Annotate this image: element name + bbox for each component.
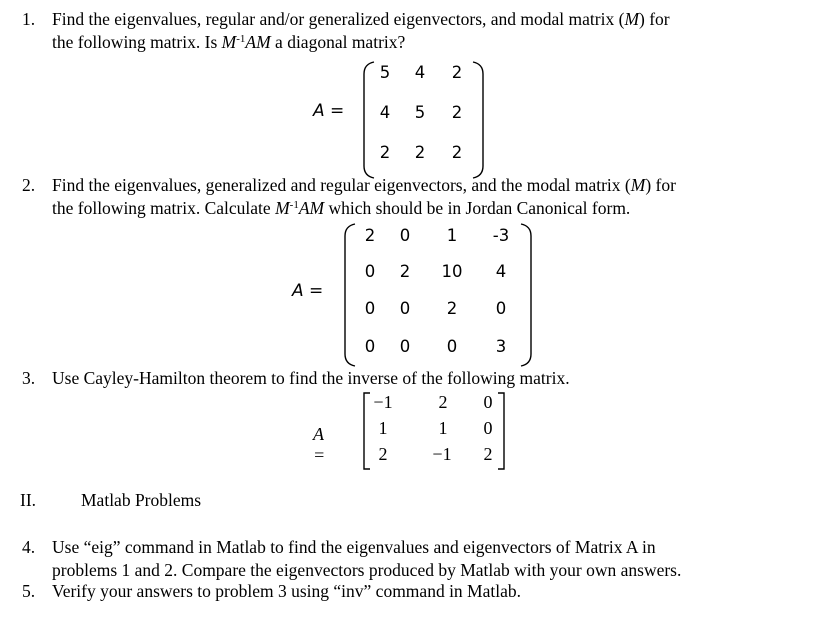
- problem-2-line-2: [52, 197, 630, 219]
- section-number: II.: [20, 490, 37, 510]
- problem-2-line2-m: M: [275, 198, 290, 218]
- matrix-cell: 0: [446, 337, 458, 356]
- problem-2-line1-pre: Find the eigenvalues, generalized and regular eigenvectors, and the modal matrix (: [52, 175, 631, 195]
- matrix-cell: 2: [414, 143, 426, 162]
- problem-1-text-a: Find the eigenvalues, regular and/or generalized eigenvectors, and modal matrix (: [52, 9, 625, 29]
- matrix-cell: 4: [379, 103, 391, 122]
- problem-4-line-2: problems 1 and 2. Compare the eigenvectors produced by Matlab with your own answers.: [52, 560, 682, 580]
- matrix-cell: 5: [379, 63, 391, 82]
- problem-1-line2-post: a diagonal matrix?: [270, 32, 406, 52]
- matrix-cell: 0: [399, 226, 411, 245]
- matrix-cell: 2: [451, 103, 463, 122]
- problem-1-text-m: M: [624, 9, 640, 29]
- matrix-cell: 0: [399, 299, 411, 318]
- problem-1-line-2: [52, 31, 405, 53]
- problem-1-line-1: [52, 8, 670, 30]
- matrix-cell: 0: [483, 392, 493, 412]
- matrix-cell: 0: [399, 337, 411, 356]
- matrix-cell: 4: [495, 262, 507, 281]
- problem-3-line-1: Use Cayley-Hamilton theorem to find the inverse of the following matrix.: [52, 368, 570, 388]
- matrix-cell: 2: [364, 226, 376, 245]
- right-paren: [471, 60, 485, 180]
- problem-4-number: 4.: [22, 537, 36, 557]
- matrix-cell: −1: [432, 444, 452, 464]
- right-paren: [519, 222, 533, 368]
- matrix-cell: 2: [438, 392, 448, 412]
- problem-3-matrix-label: A =: [313, 424, 326, 465]
- matrix-cell: 2: [378, 444, 388, 464]
- problem-5-line-1: Verify your answers to problem 3 using “inv” command in Matlab.: [52, 581, 521, 601]
- matrix-cell: 1: [438, 418, 448, 438]
- problem-1-line2-am: AM: [245, 32, 271, 52]
- matrix-cell: 0: [483, 418, 493, 438]
- problem-2-line2-post: which should be in Jordan Canonical form.: [324, 198, 631, 218]
- matrix-cell: 2: [451, 143, 463, 162]
- problem-2-matrix-label: A =: [292, 281, 324, 301]
- matrix-cell: 0: [364, 337, 376, 356]
- problem-2-line1-m: M: [630, 175, 646, 195]
- matrix-cell: 4: [414, 63, 426, 82]
- matrix-cell: 2: [451, 63, 463, 82]
- problem-2-line2-pre: the following matrix. Calculate: [52, 198, 276, 218]
- problem-2-line2-sup: -1: [289, 199, 299, 211]
- matrix-cell: 0: [495, 299, 507, 318]
- problem-1-text-b: ) for: [639, 9, 670, 29]
- matrix-cell: 2: [446, 299, 458, 318]
- matrix-cell: 10: [441, 262, 463, 281]
- problem-5-number: 5.: [22, 581, 36, 601]
- problem-1-matrix-label: A =: [313, 101, 345, 121]
- left-paren: [343, 222, 357, 368]
- problem-1-line2-sup: -1: [236, 33, 246, 45]
- problem-2-line2-am: AM: [298, 198, 325, 218]
- matrix-cell: 2: [379, 143, 391, 162]
- matrix-cell: 1: [378, 418, 388, 438]
- matrix-cell: 0: [364, 262, 376, 281]
- matrix-cell: -3: [492, 226, 510, 245]
- matrix-cell: 1: [446, 226, 458, 245]
- section-title: Matlab Problems: [81, 490, 202, 510]
- problem-1-number: 1.: [22, 9, 36, 29]
- matrix-cell: 5: [414, 103, 426, 122]
- problem-1-line2-m: M: [221, 32, 237, 52]
- matrix-cell: 2: [483, 444, 493, 464]
- problem-2-line-1: [52, 174, 676, 196]
- problem-4-line-1: Use “eig” command in Matlab to find the eigenvalues and eigenvectors of Matrix A in: [52, 537, 656, 557]
- matrix-cell: 2: [399, 262, 411, 281]
- problem-1-line2-pre: the following matrix. Is: [52, 32, 222, 52]
- left-paren: [362, 60, 376, 180]
- matrix-cell: 0: [364, 299, 376, 318]
- problem-3-number: 3.: [22, 368, 36, 388]
- problem-2-line1-post: ) for: [645, 175, 676, 195]
- matrix-cell: −1: [373, 392, 393, 412]
- problem-2-number: 2.: [22, 175, 36, 195]
- matrix-cell: 3: [495, 337, 507, 356]
